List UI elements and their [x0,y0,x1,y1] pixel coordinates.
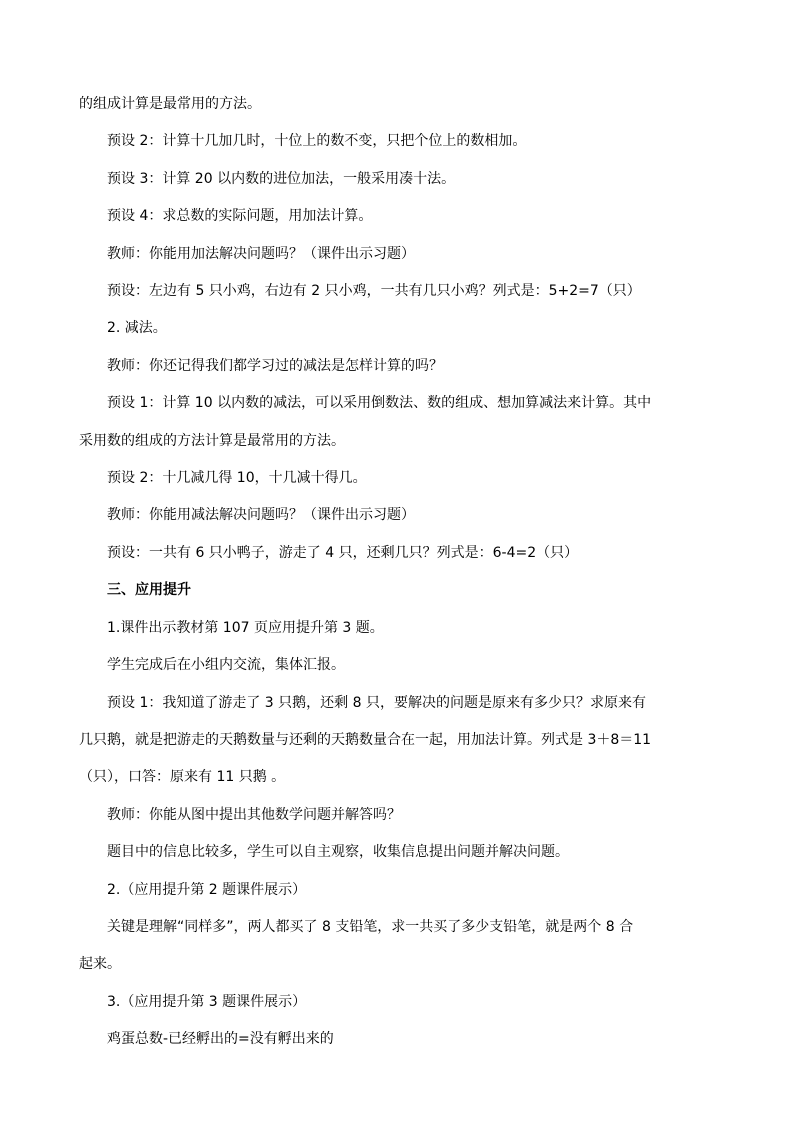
section-heading: 三、应用提升 [107,582,191,599]
paragraph-15: 1.课件出示教材第 107 页应用提升第 3 题。 [107,619,384,636]
paragraph-8: 教师：你还记得我们都学习过的减法是怎样计算的吗？ [107,357,443,374]
paragraph-7: 2. 减法。 [107,320,167,337]
paragraph-22: 2.（应用提升第 2 题课件展示） [107,881,307,898]
paragraph-6: 预设：左边有 5 只小鸡，右边有 2 只小鸡，一共有几只小鸡？列式是：5+2=7（只） [107,283,641,300]
paragraph-24: 起来。 [79,956,121,973]
paragraph-9: 预设 1：计算 10 以内数的减法，可以采用倒数法、数的组成、想加算减法来计算。其中 [107,395,652,412]
paragraph-20: 教师：你能从图中提出其他数学问题并解答吗？ [107,806,401,823]
paragraph-10: 采用数的组成的方法计算是最常用的方法。 [79,432,345,449]
paragraph-19: （只），口答：原来有 11 只鹅 。 [79,769,286,786]
document-body [79,86,719,1059]
paragraph-13: 预设：一共有 6 只小鸭子，游走了 4 只，还剩几只？列式是：6-4=2（只） [107,544,579,561]
paragraph-23: 关键是理解“同样多”，两人都买了 8 支铅笔，求一共买了多少支铅笔，就是两个 8 合 [107,918,634,935]
paragraph-25: 3.（应用提升第 3 题课件展示） [107,993,307,1010]
paragraph-3: 预设 3：计算 20 以内数的进位加法，一般采用凑十法。 [107,170,456,187]
paragraph-12: 教师：你能用减法解决问题吗？（课件出示习题） [107,507,415,524]
paragraph-1: 的组成计算是最常用的方法。 [79,96,261,112]
paragraph-18: 几只鹅，就是把游走的天鹅数量与还剩的天鹅数量合在一起，用加法计算。列式是 3＋8＝11 [79,731,652,748]
paragraph-4: 预设 4：求总数的实际问题，用加法计算。 [107,208,373,225]
paragraph-5: 教师：你能用加法解决问题吗？（课件出示习题） [107,245,415,262]
paragraph-21: 题目中的信息比较多，学生可以自主观察，收集信息提出问题并解决问题。 [107,844,569,861]
paragraph-26: 鸡蛋总数-已经孵出的=没有孵出来的 [107,1031,334,1048]
paragraph-2: 预设 2：计算十几加几时，十位上的数不变，只把个位上的数相加。 [107,133,527,150]
paragraph-16: 学生完成后在小组内交流，集体汇报。 [107,657,345,674]
paragraph-11: 预设 2：十几减几得 10，十几减十得几。 [107,470,367,487]
paragraph-17: 预设 1：我知道了游走了 3 只鹅，还剩 8 只，要解决的问题是原来有多少只？求原来有 [107,694,646,711]
